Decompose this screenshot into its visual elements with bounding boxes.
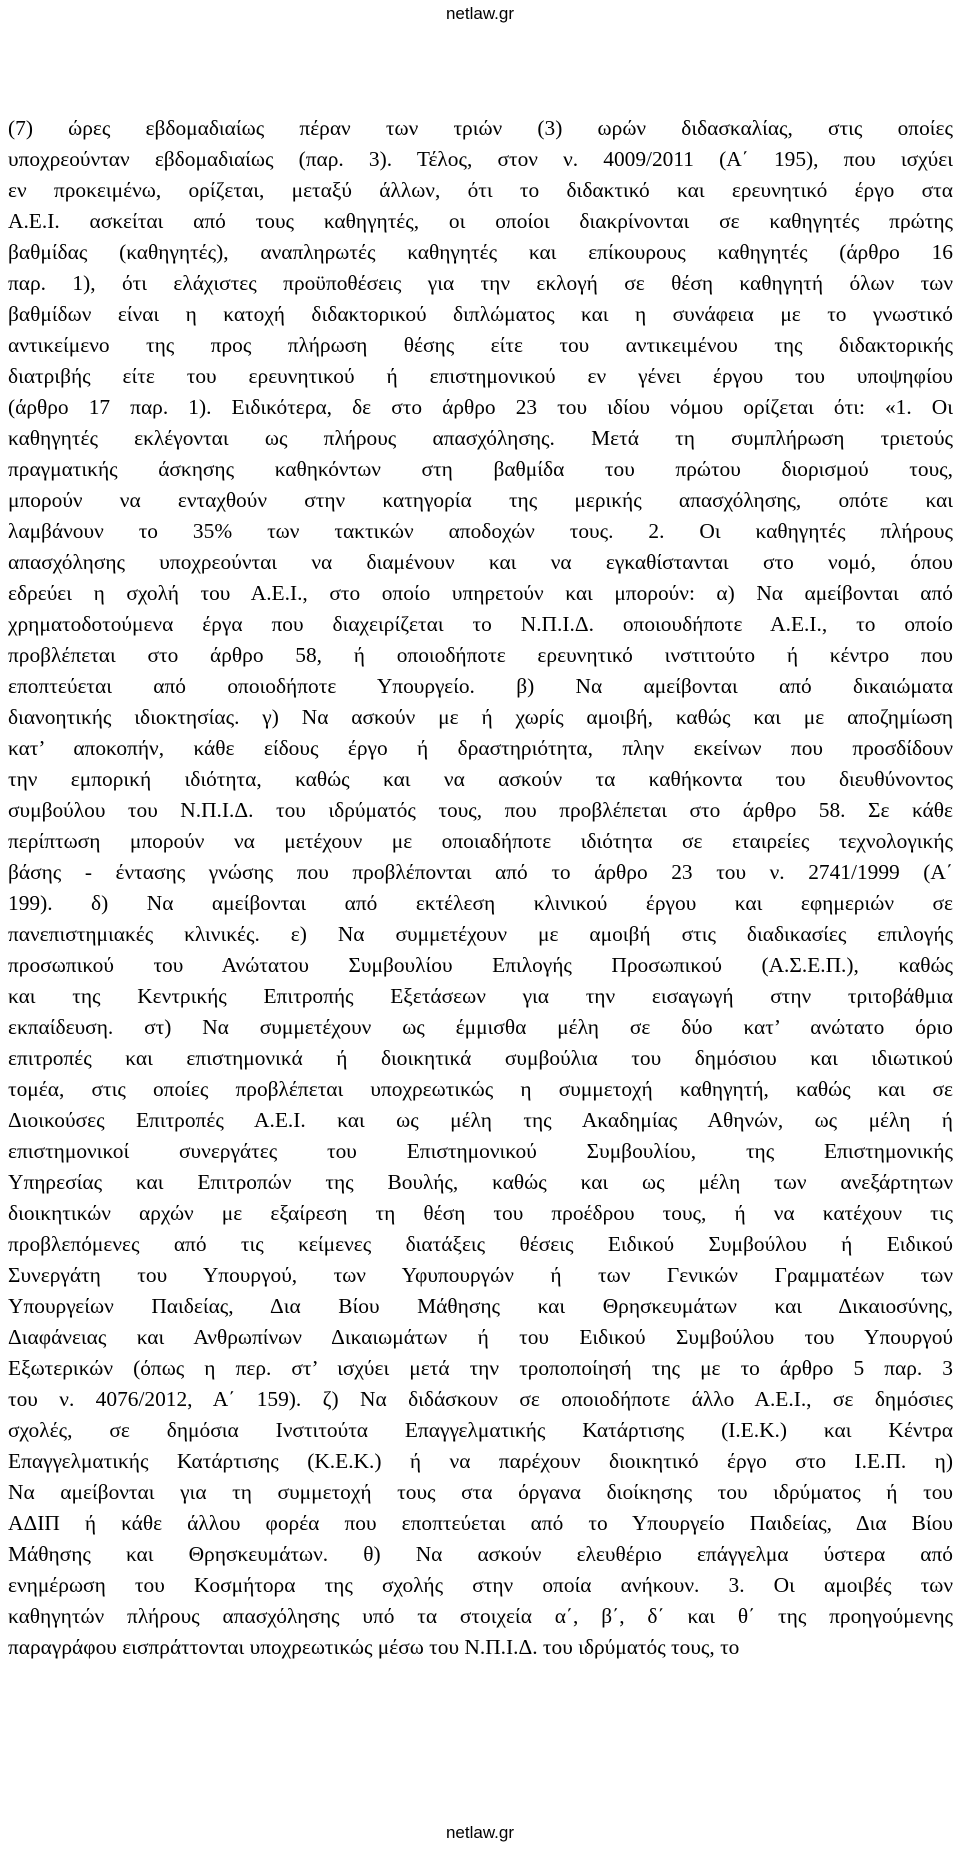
text-line: ενημέρωση του Κοσμήτορα της σχολής στην οποία ανήκουν. 3. Οι αμοιβές των <box>8 1573 953 1597</box>
text-line: περίπτωση μπορούν να μετέχουν με οποιαδήποτε ιδιότητα σε εταιρείες τεχνολογικής <box>8 829 953 853</box>
text-line: Επαγγελματικής Κατάρτισης (Κ.Ε.Κ.) ή να παρέχουν διοικητικό έργο στο Ι.Ε.Π. η) <box>8 1449 953 1473</box>
text-line: απασχόλησης υποχρεούνται να διαμένουν και να εγκαθίστανται στο νομό, όπου <box>8 550 953 574</box>
text-line: κατ’ αποκοπήν, κάθε είδους έργο ή δραστηριότητα, πλην εκείνων που προσδίδουν <box>8 736 953 760</box>
text-line: προβλέπεται στο άρθρο 58, ή οποιοδήποτε ερευνητικό ινστιτούτο ή κέντρο που <box>8 643 953 667</box>
text-line: καθηγητών πλήρους απασχόλησης υπό τα στοιχεία α΄, β΄, δ΄ και θ΄ της προηγούμενης <box>8 1604 953 1628</box>
text-line: παραγράφου εισπράττονται υποχρεωτικώς μέσω του Ν.Π.Ι.Δ. του ιδρύματός τους, το <box>8 1635 740 1659</box>
text-line: καθηγητές εκλέγονται ως πλήρους απασχόλησης. Μετά τη συμπλήρωση τριετούς <box>8 426 953 450</box>
text-line: παρ. 1), ότι ελάχιστες προϋποθέσεις για την εκλογή σε θέση καθηγητή όλων των <box>8 271 953 295</box>
text-line: διατριβής είτε του ερευνητικού ή επιστημονικού εν γένει έργου του υποψηφίου <box>8 364 953 388</box>
text-line: υποχρεούνταν εβδομαδιαίως (παρ. 3). Τέλος, στον ν. 4009/2011 (Α΄ 195), που ισχύει <box>8 147 953 171</box>
text-line: βαθμίδας (καθηγητές), αναπληρωτές καθηγητές και επίκουρους καθηγητές (άρθρο 16 <box>8 240 953 264</box>
text-line: Α.Ε.Ι. ασκείται από τους καθηγητές, οι οποίοι διακρίνονται σε καθηγητές πρώτης <box>8 209 953 233</box>
page-header-site: netlaw.gr <box>445 4 515 23</box>
page-footer-site: netlaw.gr <box>445 1823 515 1842</box>
text-line: Συνεργάτη του Υπουργού, των Υφυπουργών ή των Γενικών Γραμματέων των <box>8 1263 953 1287</box>
text-line: εποπτεύεται από οποιοδήποτε Υπουργείο. β) Να αμείβονται από δικαιώματα <box>8 674 953 698</box>
text-line: σχολές, σε δημόσια Ινστιτούτα Επαγγελματικής Κατάρτισης (Ι.Ε.Κ.) και Κέντρα <box>8 1418 953 1442</box>
text-line: πανεπιστημιακές κλινικές. ε) Να συμμετέχουν με αμοιβή στις διαδικασίες επιλογής <box>8 922 953 946</box>
text-line: εδρεύει η σχολή του Α.Ε.Ι., στο οποίο υπηρετούν και μπορούν: α) Να αμείβονται από <box>8 581 953 605</box>
text-line: μπορούν να ενταχθούν στην κατηγορία της μερικής απασχόλησης, οπότε και <box>8 488 953 512</box>
text-line: εν προκειμένω, ορίζεται, μεταξύ άλλων, ότι το διδακτικό και ερευνητικό έργο στα <box>8 178 953 202</box>
text-line: εκπαίδευση. στ) Να συμμετέχουν ως έμμισθα μέλη σε δύο κατ’ ανώτατο όριο <box>8 1015 953 1039</box>
text-line: επιτροπές και επιστημονικά ή διοικητικά συμβούλια του δημόσιου και ιδιωτικού <box>8 1046 953 1070</box>
text-line: προσωπικού του Ανώτατου Συμβουλίου Επιλογής Προσωπικού (Α.Σ.Ε.Π.), καθώς <box>8 953 953 977</box>
text-line: (άρθρο 17 παρ. 1). Ειδικότερα, δε στο άρθρο 23 του ιδίου νόμου ορίζεται ότι: «1. Οι <box>8 395 953 419</box>
document-body <box>8 113 953 1663</box>
text-line: επιστημονικοί συνεργάτες του Επιστημονικού Συμβουλίου, της Επιστημονικής <box>8 1139 953 1163</box>
text-line: Να αμείβονται για τη συμμετοχή τους στα όργανα διοίκησης του ιδρύματος ή του <box>8 1480 953 1504</box>
text-line: Διοικούσες Επιτροπές Α.Ε.Ι. και ως μέλη της Ακαδημίας Αθηνών, ως μέλη ή <box>8 1108 953 1132</box>
text-line: Υπηρεσίας και Επιτροπών της Βουλής, καθώς και ως μέλη των ανεξάρτητων <box>8 1170 953 1194</box>
text-line: και της Κεντρικής Επιτροπής Εξετάσεων για την εισαγωγή στην τριτοβάθμια <box>8 984 953 1008</box>
text-line: λαμβάνουν το 35% των τακτικών αποδοχών τους. 2. Οι καθηγητές πλήρους <box>8 519 953 543</box>
text-line: Υπουργείων Παιδείας, Δια Βίου Μάθησης και Θρησκευμάτων και Δικαιοσύνης, <box>8 1294 953 1318</box>
text-line: Εξωτερικών (όπως η περ. στ’ ισχύει μετά την τροποποίησή της με το άρθρο 5 παρ. 3 <box>8 1356 953 1380</box>
text-line: αντικείμενο της προς πλήρωση θέσης είτε του αντικειμένου της διδακτορικής <box>8 333 953 357</box>
text-line: διοικητικών αρχών με εξαίρεση τη θέση του προέδρου τους, ή να κατέχουν τις <box>8 1201 953 1225</box>
text-line: συμβούλου του Ν.Π.Ι.Δ. του ιδρύματός τους, που προβλέπεται στο άρθρο 58. Σε κάθε <box>8 798 953 822</box>
text-line: την εμπορική ιδιότητα, καθώς και να ασκούν τα καθήκοντα του διευθύνοντος <box>8 767 953 791</box>
text-line: ΑΔΙΠ ή κάθε άλλου φορέα που εποπτεύεται από το Υπουργείο Παιδείας, Δια Βίου <box>8 1511 953 1535</box>
text-line: Διαφάνειας και Ανθρωπίνων Δικαιωμάτων ή του Ειδικού Συμβούλου του Υπουργού <box>8 1325 953 1349</box>
text-line: διανοητικής ιδιοκτησίας. γ) Να ασκούν με ή χωρίς αμοιβή, καθώς και με αποζημίωση <box>8 705 953 729</box>
text-line: χρηματοδοτούμενα έργα που διαχειρίζεται το Ν.Π.Ι.Δ. οποιουδήποτε Α.Ε.Ι., το οποίο <box>8 612 953 636</box>
text-line: του ν. 4076/2012, Α΄ 159). ζ) Να διδάσκουν σε οποιοδήποτε άλλο Α.Ε.Ι., σε δημόσιες <box>8 1387 953 1411</box>
text-line: τομέα, στις οποίες προβλέπεται υποχρεωτικώς η συμμετοχή καθηγητή, καθώς και σε <box>8 1077 953 1101</box>
text-line: πραγματικής άσκησης καθηκόντων στη βαθμίδα του πρώτου διορισμού τους, <box>8 457 953 481</box>
text-line: βαθμίδων είναι η κατοχή διδακτορικού διπλώματος και η συνάφεια με το γνωστικό <box>8 302 953 326</box>
text-line: βάσης - έντασης γνώσης που προβλέπονται από το άρθρο 23 του ν. 2741/1999 (Α΄ <box>8 860 953 884</box>
text-line: (7) ώρες εβδομαδιαίως πέραν των τριών (3) ωρών διδασκαλίας, στις οποίες <box>8 116 953 140</box>
text-line: Μάθησης και Θρησκευμάτων. θ) Να ασκούν ελευθέριο επάγγελμα ύστερα από <box>8 1542 953 1566</box>
text-line: προβλεπόμενες από τις κείμενες διατάξεις θέσεις Ειδικού Συμβούλου ή Ειδικού <box>8 1232 953 1256</box>
text-line: 199). δ) Να αμείβονται από εκτέλεση κλινικού έργου και εφημεριών σε <box>8 891 953 915</box>
